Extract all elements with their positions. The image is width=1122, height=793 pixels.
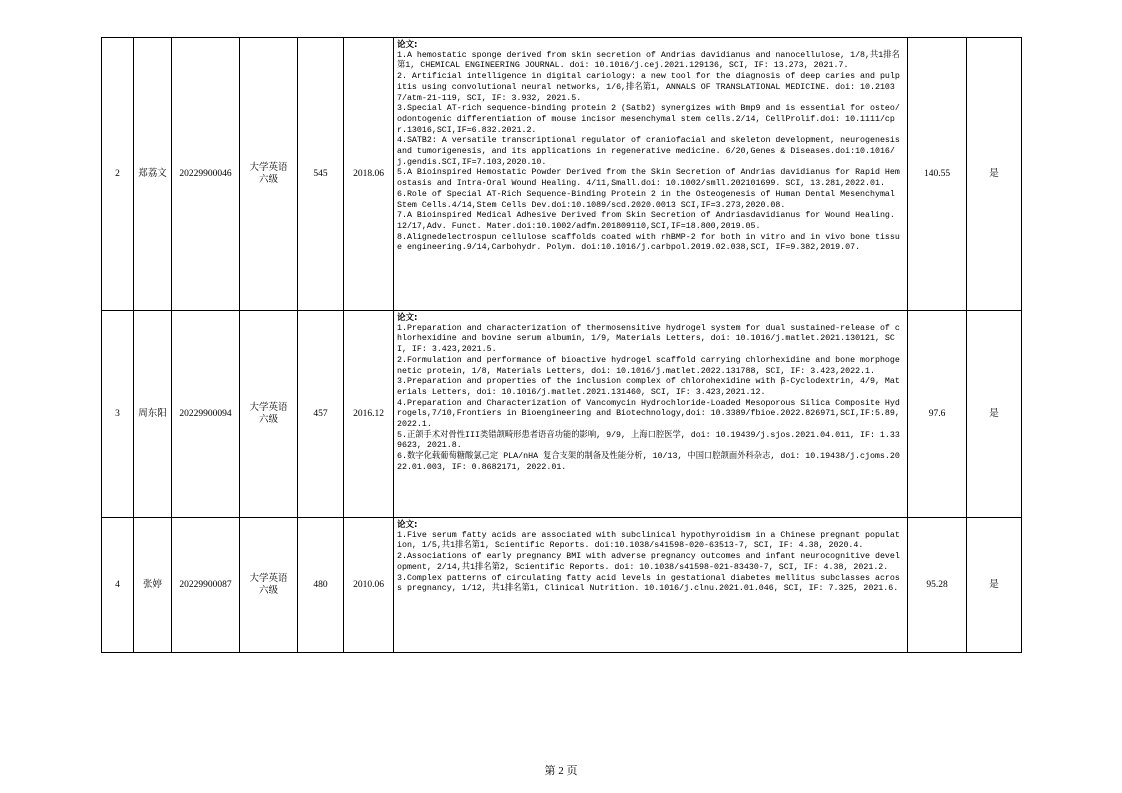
cell-score: 545 bbox=[298, 38, 344, 311]
papers-title: 论文: bbox=[397, 520, 418, 530]
candidates-table bbox=[101, 37, 1022, 653]
cell-papers bbox=[394, 311, 908, 518]
paper-entry: 6.Role of Special AT-Rich Sequence-Binding Protein 2 in the Osteogenesis of Human Dental Mesenchymal Stem Cells.4/14,Stem Cells Dev.doi:10.1089/scd.2020.0013 SCI,IF=3.273,2020.08. bbox=[397, 189, 895, 210]
table-body bbox=[102, 38, 1022, 653]
english-level-line1: 大学英语 bbox=[249, 163, 288, 173]
table-row bbox=[102, 311, 1022, 518]
table-row bbox=[102, 518, 1022, 653]
cell-date: 2016.12 bbox=[344, 311, 394, 518]
paper-entry: 8.Alignedelectrospun cellulose scaffolds coated with rhBMP-2 for both in vitro and in vivo bone tissue engineering.9/14,Carbohydr. Polym. doi:10.1016/j.carbpol.2019.02.038,SCI, IF=9.382,2019.07. bbox=[397, 232, 900, 253]
cell-total-score: 97.6 bbox=[908, 311, 967, 518]
paper-entry: 3.Complex patterns of circulating fatty acid levels in gestational diabetes mellitus subclasses across pregnancy, 1/12, 共1排名第1, Clinical Nutrition. 10.1016/j.clnu.2021.01.046, SCI, IF: 7.325, 2021.6. bbox=[397, 573, 900, 594]
cell-eligible: 是 bbox=[967, 518, 1022, 653]
cell-english-level bbox=[240, 518, 298, 653]
cell-student-id: 20229900046 bbox=[172, 38, 240, 311]
cell-name: 张婷 bbox=[134, 518, 172, 653]
cell-date: 2018.06 bbox=[344, 38, 394, 311]
papers-title: 论文: bbox=[397, 40, 418, 50]
cell-index: 3 bbox=[102, 311, 134, 518]
cell-english-level bbox=[240, 38, 298, 311]
paper-entry: 3.Preparation and properties of the inclusion complex of chlorohexidine with β-Cyclodextrin, 4/9, Materials Letters, doi: 10.1016/j.matlet.2021.131460, SCI, IF: 3.423,2021.12. bbox=[397, 377, 900, 397]
cell-eligible: 是 bbox=[967, 38, 1022, 311]
paper-entry: 4.Preparation and Characterization of Vancomycin Hydrochloride-Loaded Mesoporous Silica Composite Hydrogels,7/10,Frontiers in Bioengineering and Biotechnology,doi: 10.3389/fbioe.2022.826971,SCI,IF:5.89,2022.1. bbox=[397, 398, 900, 430]
paper-entry: 6.数字化载葡萄糖酸氯己定 PLA/nHA 复合支架的制备及性能分析, 10/13, 中国口腔颌面外科杂志, doi: 10.19438/j.cjoms.2022.01.003, IF: 0.8682171, 2022.01. bbox=[397, 452, 900, 472]
paper-entry: 7.A Bioinspired Medical Adhesive Derived from Skin Secretion of Andriasdavidianus for Wound Healing. 12/17,Adv. Funct. Mater.doi:10.1002/adfm.201809110,SCI,IF=18.800,2019.05. bbox=[397, 211, 895, 231]
cell-index: 2 bbox=[102, 38, 134, 311]
paper-entry: 2. Artificial intelligence in digital cariology: a new tool for the diagnosis of deep caries and pulpitis using convolutional neural networks, 1/6,排名第1, ANNALS OF TRANSLATIONAL MEDICINE. doi: 10.21037/atm-21-119, SCI, IF: 3.932, 2021.5. bbox=[397, 72, 900, 103]
paper-entry: 1.A hemostatic sponge derived from skin secretion of Andrias davidianus and nanocellulose, 1/8,共1排名第1, CHEMICAL ENGINEERING JOURNAL. doi: 10.1016/j.cej.2021.129136, SCI, IF: 13.273, 2021.7. bbox=[397, 50, 900, 71]
cell-student-id: 20229900094 bbox=[172, 311, 240, 518]
cell-score: 480 bbox=[298, 518, 344, 653]
cell-papers bbox=[394, 518, 908, 653]
paper-entry: 1.Five serum fatty acids are associated with subclinical hypothyroidism in a Chinese pregnant population, 1/5,共1排名第1, Scientific Reports. doi:10.1038/s41598-020-63513-7, SCI, IF: 4.38, 2020.4. bbox=[397, 530, 900, 551]
cell-index: 4 bbox=[102, 518, 134, 653]
cell-total-score: 140.55 bbox=[908, 38, 967, 311]
cell-date: 2010.06 bbox=[344, 518, 394, 653]
table-row bbox=[102, 38, 1022, 311]
english-level-line1: 大学英语 bbox=[249, 574, 288, 584]
paper-entry: 4.SATB2: A versatile transcriptional regulator of craniofacial and skeleton development, neurogenesis and tumorigenesis, and its applications in regenerative medicine. 6/20,Genes & Diseases.doi:10.1016/j.gendis.SCI,IF=7.103,2020.10. bbox=[397, 136, 900, 167]
paper-entry: 1.Preparation and characterization of thermosensitive hydrogel system for dual sustained-release of chlorhexidine and bovine serum albumin, 1/9, Materials Letters, doi: 10.1016/j.matlet.2021.130121, SCI, IF: 3.423,2021.5. bbox=[397, 323, 900, 355]
english-level-line1: 大学英语 bbox=[249, 403, 288, 413]
english-level-line2: 六级 bbox=[258, 175, 278, 185]
page-number: 第 2 页 bbox=[544, 765, 578, 777]
papers-title: 论文: bbox=[397, 313, 418, 323]
cell-name: 周东阳 bbox=[134, 311, 172, 518]
cell-score: 457 bbox=[298, 311, 344, 518]
cell-english-level bbox=[240, 311, 298, 518]
paper-entry: 5.A Bioinspired Hemostatic Powder Derived from the Skin Secretion of Andrias davidianus for Rapid Hemostasis and Intra-Oral Wound Healing. 4/11,Small.doi: 10.1002/smll.202101699. SCI, 13.281,2022.01. bbox=[397, 168, 900, 189]
cell-papers bbox=[394, 38, 908, 311]
paper-entry: 3.Special AT-rich sequence-binding protein 2 (Satb2) synergizes with Bmp9 and is essential for osteo/odontogenic differentiation of mouse incisor mesenchymal stem cells.2/14, CellProlif.doi: 10.1111/cpr.13016,SCI,IF=6.832.2021.2. bbox=[397, 104, 900, 135]
paper-entry: 2.Formulation and performance of bioactive hydrogel scaffold carrying chlorhexidine and bone morphogenetic protein, 1/8, Materials Letters, doi: 10.1016/j.matlet.2022.131788, SCI, IF: 3.423,2022.1. bbox=[397, 355, 900, 376]
paper-entry: 2.Associations of early pregnancy BMI with adverse pregnancy outcomes and infant neurocognitive development, 2/14,共1排名第2, Scientific Reports. doi: 10.1038/s41598-021-83430-7, SCI, IF: 4.38, 2021.2. bbox=[397, 552, 900, 572]
cell-student-id: 20229900087 bbox=[172, 518, 240, 653]
cell-name: 郑荔文 bbox=[134, 38, 172, 311]
english-level-line2: 六级 bbox=[258, 586, 278, 596]
cell-eligible: 是 bbox=[967, 311, 1022, 518]
english-level-line2: 六级 bbox=[258, 415, 278, 425]
paper-entry: 5.正颌手术对骨性III类错颌畸形患者语音功能的影响, 9/9, 上海口腔医学, doi: 10.19439/j.sjos.2021.04.011, IF: 1.339623, 2021.8. bbox=[397, 430, 900, 451]
cell-total-score: 95.28 bbox=[908, 518, 967, 653]
